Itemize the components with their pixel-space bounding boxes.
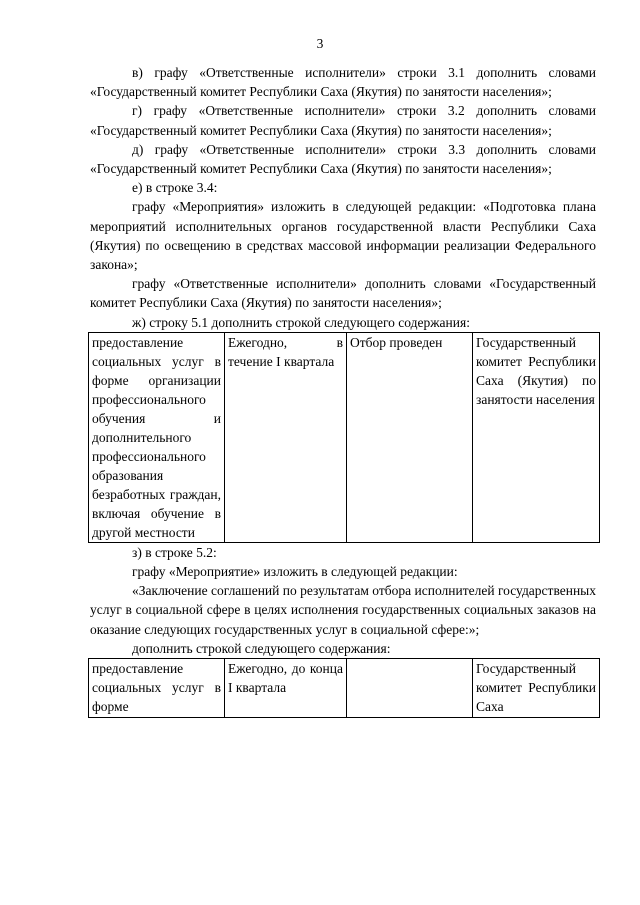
table-row-5-1 (88, 332, 600, 543)
paragraph-d: д) графу «Ответственные исполнители» строки 3.3 дополнить словами «Государственный комитет Республики Саха (Якутия) по занятости населения»; (90, 141, 596, 177)
document-body (90, 63, 596, 718)
paragraph-z-measure: графу «Мероприятие» изложить в следующей редакции: (132, 564, 458, 580)
table-cell-measure: предоставление социальных услуг в форме (89, 659, 225, 718)
table-row (89, 659, 600, 718)
table-cell-measure: предоставление социальных услуг в форме организации профессионального обучения и дополнительного профессионального образования безработных граждан, включая обучение в другой местности (89, 332, 225, 542)
paragraph-zh: ж) строку 5.1 дополнить строкой следующего содержания: (132, 314, 470, 330)
paragraph-z: з) в строке 5.2: (132, 544, 217, 560)
table-cell-result (347, 659, 473, 718)
paragraph-v: в) графу «Ответственные исполнители» строки 3.1 дополнить словами «Государственный комитет Республики Саха (Якутия) по занятости населения»; (90, 65, 596, 100)
table-row-5-2 (88, 658, 600, 718)
paragraph-e-executors: графу «Ответственные исполнители» дополнить словами «Государственный комитет Республики Саха (Якутия) по занятости населения»; (90, 276, 596, 311)
table-cell-deadline: Ежегодно, до конца I квартала (225, 659, 347, 718)
table-row (89, 332, 600, 542)
table-cell-deadline: Ежегодно, в течение I квартала (225, 332, 347, 542)
table-cell-executor: Государственный комитет Республики Саха (473, 659, 600, 718)
paragraph-g: г) графу «Ответственные исполнители» строки 3.2 дополнить словами «Государственный комитет Республики Саха (Якутия) по занятости населения»; (90, 103, 596, 138)
paragraph-e: е) в строке 3.4: (132, 180, 218, 196)
table-cell-result: Отбор проведен (347, 332, 473, 542)
table-cell-executor: Государственный комитет Республики Саха (Якутия) по занятости населения (473, 332, 600, 542)
paragraph-z-quote: «Заключение соглашений по результатам отбора исполнителей государственных услуг в социальной сфере в целях исполнения государственных социальных заказов на оказание следующих государственных услуг в социальной сфере:»; (90, 583, 596, 637)
paragraph-e-measures: графу «Мероприятия» изложить в следующей редакции: «Подготовка плана мероприятий исполнительных органов государственной власти Республики Саха (Якутия) по освещению в средствах массовой информации реализации Федерального закона»; (90, 199, 596, 273)
page-number: 3 (316, 36, 324, 51)
paragraph-z-add-row: дополнить строкой следующего содержания: (132, 640, 391, 656)
